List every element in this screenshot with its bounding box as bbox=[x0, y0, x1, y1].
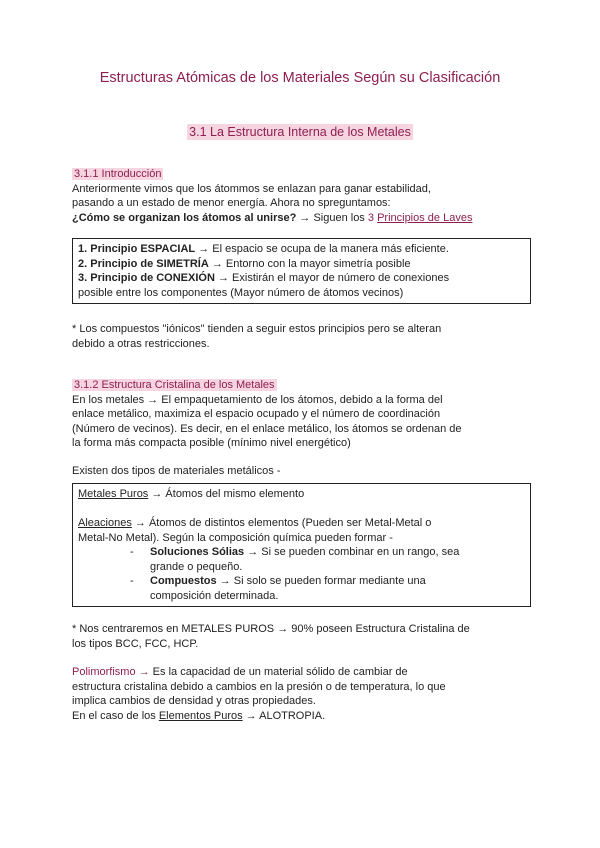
solid-solutions-text: → Si se pueden combinar en un rango, sea bbox=[244, 546, 460, 558]
alloys-text: → Átomos de distintos elementos (Pueden ser Metal-Metal o bbox=[131, 517, 432, 529]
intro-heading: 3.1.1 Introducción bbox=[74, 168, 162, 180]
crystal-line-1: En los metales → El empaquetamiento de los átomos, debido a la forma del bbox=[72, 393, 443, 406]
solid-solutions-item bbox=[78, 545, 525, 574]
pure-metals-text: → Átomos del mismo elemento bbox=[148, 488, 305, 500]
metals-box bbox=[72, 483, 531, 607]
metal-types-intro: Existen dos tipos de materiales metálicos - bbox=[72, 465, 281, 477]
polymorphism-line-3: implica cambios de densidad y otras propiedades. bbox=[72, 695, 316, 707]
pure-metals-label: Metales Puros bbox=[78, 488, 149, 500]
document-title: Estructuras Atómicas de los Materiales Según su Clasificación bbox=[99, 70, 501, 86]
compounds-text: → Si solo se pueden formar mediante una bbox=[216, 575, 426, 587]
list-dash: - bbox=[130, 546, 134, 558]
crystal-line-3: (Número de vecinos). Es decir, en el enlace metálico, los átomos se ordenan de bbox=[72, 422, 462, 435]
crystal-heading: 3.1.2 Estructura Cristalina de los Metales bbox=[74, 379, 275, 391]
allotropy-text: → ALOTROPIA. bbox=[242, 709, 326, 722]
intro-question-line bbox=[72, 211, 528, 226]
intro-arrow-text: → Siguen los bbox=[296, 211, 368, 224]
ionic-note-line-1: * Los compuestos "iónicos" tienden a seguir estos principios pero se alteran bbox=[72, 323, 442, 335]
ionic-note-line-2: debido a otras restricciones. bbox=[72, 337, 210, 350]
principle-1-label: 1. Principio ESPACIAL bbox=[78, 243, 196, 255]
intro-line-2: pasando a un estado de menor energía. Ahora no spreguntamos: bbox=[72, 197, 391, 209]
principle-1-text: → El espacio se ocupa de la manera más eficiente. bbox=[195, 243, 449, 255]
polymorphism-line-2: estructura cristalina debido a cambios en la presión o de temperatura, lo que bbox=[72, 680, 446, 693]
principle-3-label: 3. Principio de CONEXIÓN bbox=[78, 272, 215, 284]
alloys-label: Aleaciones bbox=[78, 517, 132, 529]
polymorphism-section bbox=[72, 665, 528, 723]
principle-2-text: → Entorno con la mayor simetría posible bbox=[208, 257, 411, 270]
compounds-text-cont: composición determinada. bbox=[150, 589, 279, 602]
polymorphism-line-4: En el caso de los bbox=[72, 709, 159, 722]
crystal-line-4: la forma más compacta posible (mínimo nivel energético) bbox=[72, 437, 351, 449]
polymorphism-term: Polimorfismo → bbox=[72, 666, 150, 678]
polymorphism-line-1: Es la capacidad de un material sólido de cambiar de bbox=[149, 666, 408, 678]
section-title: 3.1 La Estructura Interna de los Metales bbox=[189, 125, 411, 139]
three-count: 3 bbox=[367, 211, 374, 224]
compounds-item bbox=[78, 574, 525, 603]
ionic-note bbox=[72, 322, 528, 351]
principle-3-text: → Existirán el mayor de número de conexiones bbox=[214, 272, 450, 284]
compounds-label: Compuestos bbox=[150, 575, 217, 587]
solid-solutions-text-cont: grande o pequeño. bbox=[150, 560, 243, 573]
pure-metals-note bbox=[72, 622, 528, 651]
principle-2-label: 2. Principio de SIMETRÍA bbox=[78, 257, 209, 270]
intro-section bbox=[72, 167, 528, 225]
alloys-text-cont: Metal-No Metal). Según la composición química pueden formar - bbox=[78, 531, 393, 544]
intro-question: ¿Cómo se organizan los átomos al unirse? bbox=[72, 211, 297, 224]
principles-box bbox=[72, 238, 531, 304]
laves-principles-link[interactable]: Principios de Laves bbox=[377, 211, 473, 224]
pure-metals-note-line-2: los tipos BCC, FCC, HCP. bbox=[72, 637, 199, 650]
principle-3-text-cont: posible entre los componentes (Mayor número de átomos vecinos) bbox=[78, 286, 404, 299]
solid-solutions-label: Soluciones Sólias bbox=[150, 546, 245, 558]
crystal-line-2: enlace metálico, maximiza el espacio ocupado y el número de coordinación bbox=[72, 408, 441, 420]
intro-line-1: Anteriormente vimos que los átommos se enlazan para ganar estabilidad, bbox=[72, 182, 431, 195]
pure-elements-link: Elementos Puros bbox=[158, 709, 243, 722]
crystal-section bbox=[72, 378, 528, 451]
pure-metals-note-line-1: * Nos centraremos en METALES PUROS → 90% poseen Estructura Cristalina de bbox=[72, 623, 470, 635]
list-dash: - bbox=[130, 575, 134, 587]
